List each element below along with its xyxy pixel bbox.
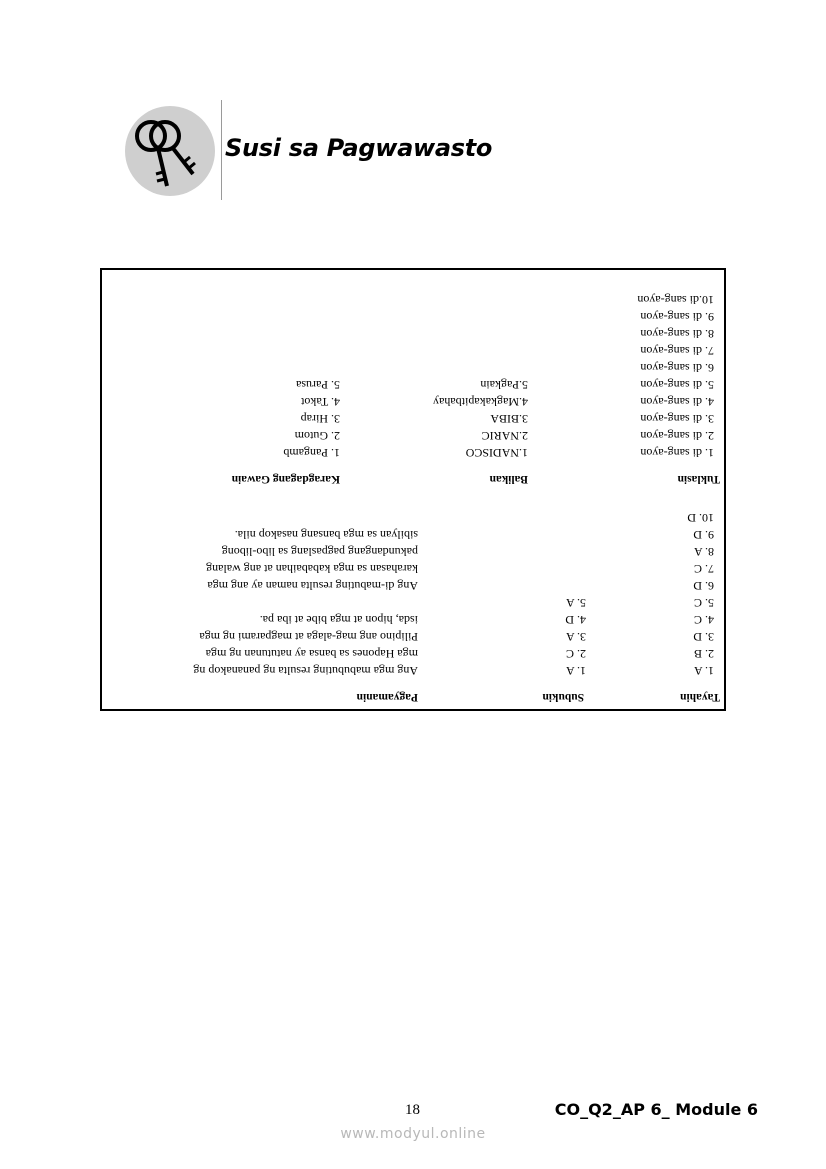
list-item: 10. D xyxy=(687,511,714,525)
paragraph-line: sibilyan sa mga bansang nasakop nila. xyxy=(234,528,418,542)
list-item: 2. C xyxy=(565,647,586,661)
list-item: 7. di sang-ayon xyxy=(640,344,714,358)
list-item: 2.NARIC xyxy=(481,429,528,443)
list-item: 2. di sang-ayon xyxy=(640,429,714,443)
list-item: 3.BIBA xyxy=(490,412,528,426)
list-item: 3. Hirap xyxy=(300,412,340,426)
paragraph-line: karahasan sa mga kababaihan at ang walang xyxy=(206,562,418,576)
paragraph-line: Pilipino ang mag-alaga at magparami ng mga xyxy=(199,630,418,644)
list-item: 1. A xyxy=(693,664,714,678)
list-item: 2. B xyxy=(693,647,714,661)
list-item: 4. Takot xyxy=(301,395,340,409)
paragraph-line: mga Hapones sa bansa ay natutunan ng mga xyxy=(205,647,418,661)
paragraph-line: Ang mga mabubuting resulta ng pananakop ng xyxy=(193,664,418,678)
list-item: 4. di sang-ayon xyxy=(640,395,714,409)
list-item: 4.Magkakapitbahay xyxy=(433,395,528,409)
list-item: 3. di sang-ayon xyxy=(640,412,714,426)
page-number: 18 xyxy=(405,1102,420,1118)
list-item: 5. A xyxy=(565,596,586,610)
list-item: 1. A xyxy=(565,664,586,678)
paragraph-line: pakundangang pagpaslang sa libo-libong xyxy=(221,545,418,559)
list-item: 2. Gutom xyxy=(294,429,340,443)
paragraph-line: Ang di-mabuting resulta naman ay ang mga xyxy=(207,579,418,593)
list-item: 3. D xyxy=(693,630,714,644)
keys-icon xyxy=(125,106,215,196)
list-item: 6. D xyxy=(693,579,714,593)
subukin-heading: Subukin xyxy=(542,691,584,703)
balikan-heading: Balikan xyxy=(489,473,528,485)
watermark: www.modyul.online xyxy=(340,1126,486,1142)
module-code: CO_Q2_AP 6_ Module 6 xyxy=(554,1100,758,1119)
list-item: 4. C xyxy=(693,613,714,627)
list-item: 1. di sang-ayon xyxy=(640,446,714,460)
tayahin-heading: Tayahin xyxy=(680,691,720,703)
list-item: 1. Pangamb xyxy=(283,446,340,460)
list-item: 7. C xyxy=(693,562,714,576)
list-item: 8. A xyxy=(693,545,714,559)
list-item: 4. D xyxy=(565,613,586,627)
page-title: Susi sa Pagwawasto xyxy=(225,134,493,162)
karagdagang-gawain-heading: Karagdagang Gawain xyxy=(231,473,340,485)
answer-key-content xyxy=(102,270,724,709)
list-item: 10.di sang-ayon xyxy=(637,293,714,307)
list-item: 9. di sang-ayon xyxy=(640,310,714,324)
list-item: 5. di sang-ayon xyxy=(640,378,714,392)
list-item: 3. A xyxy=(565,630,586,644)
answer-key-box xyxy=(100,268,726,711)
paragraph-line: isda, hipon at mga bibe at iba pa. xyxy=(259,613,418,627)
tuklasin-heading: Tuklasin xyxy=(677,473,720,485)
list-item: 1.NADISCO xyxy=(465,446,528,460)
header-divider xyxy=(221,100,222,200)
list-item: 9. D xyxy=(693,528,714,542)
list-item: 8. di sang-ayon xyxy=(640,327,714,341)
pagyamanin-heading: Pagyamanin xyxy=(356,691,418,703)
list-item: 5. Parusa xyxy=(296,378,340,392)
list-item: 6. di sang-ayon xyxy=(640,361,714,375)
list-item: 5. C xyxy=(693,596,714,610)
list-item: 5.Pagkain xyxy=(480,378,528,392)
